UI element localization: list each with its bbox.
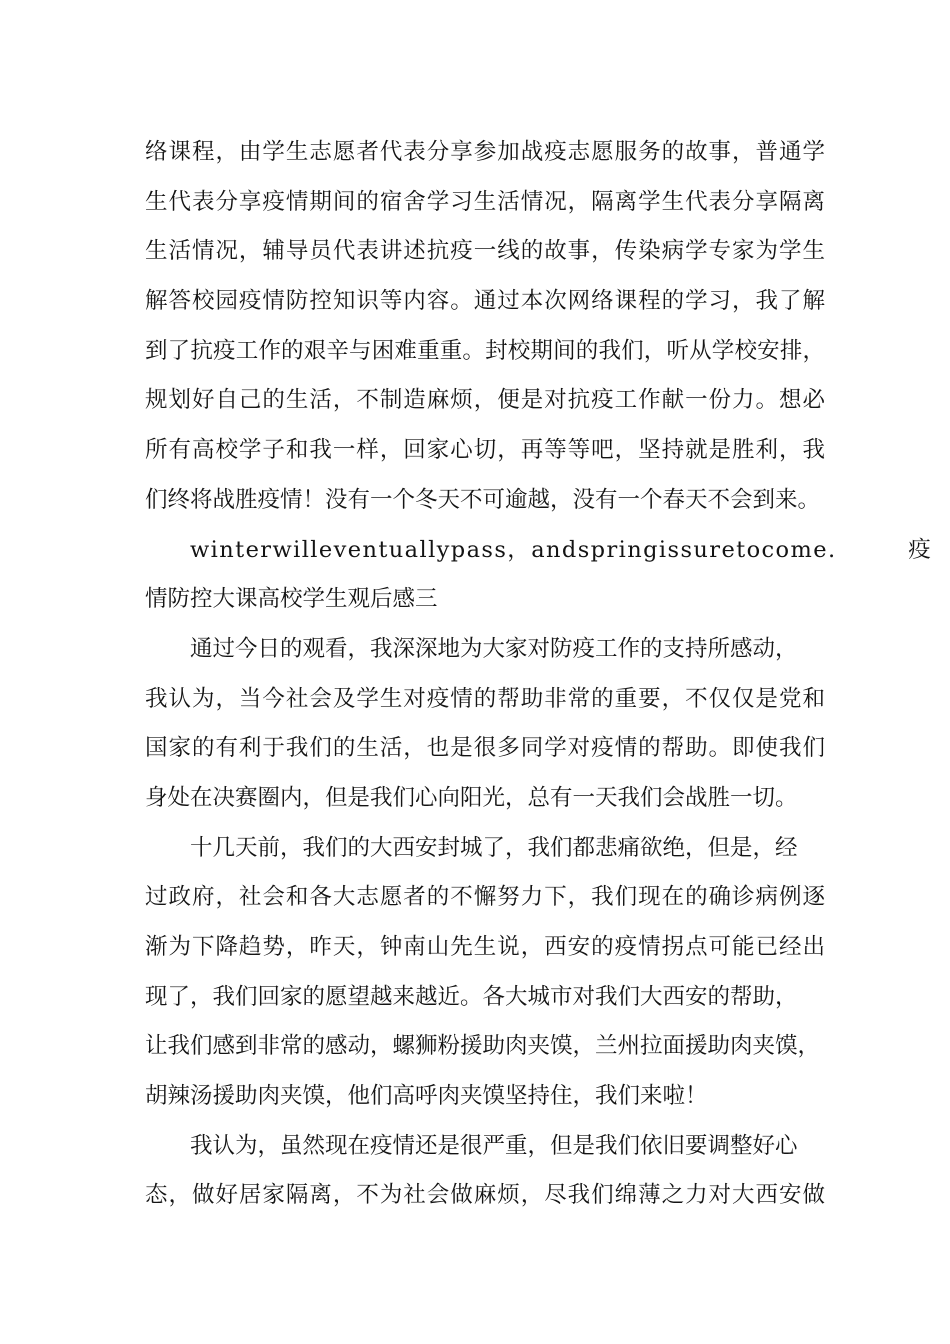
- paragraph-line: 生代表分享疫情期间的宿舍学习生活情况，隔离学生代表分享隔离: [145, 189, 825, 215]
- paragraph-line: 国家的有利于我们的生活，也是很多同学对疫情的帮助。即使我们: [145, 735, 825, 761]
- paragraph-line: 通过今日的观看，我深深地为大家对防疫工作的支持所感动，: [190, 636, 798, 662]
- paragraph-line: 十几天前，我们的大西安封城了，我们都悲痛欲绝，但是，经: [190, 835, 798, 861]
- paragraph-line: 态，做好居家隔离，不为社会做麻烦，尽我们绵薄之力对大西安做: [145, 1182, 825, 1208]
- paragraph-line: 现了，我们回家的愿望越来越近。各大城市对我们大西安的帮助，: [145, 984, 798, 1010]
- paragraph-line: 让我们感到非常的感动，螺狮粉援助肉夹馍，兰州拉面援助肉夹馍，: [145, 1033, 821, 1059]
- paragraph-line: 所有高校学子和我一样，回家心切，再等等吧，坚持就是胜利，我: [145, 437, 825, 463]
- english-quote-line: winterwilleventuallypass，andspringissuretocome. 疫: [190, 537, 933, 563]
- paragraph-line: 身处在决赛圈内，但是我们心向阳光，总有一天我们会战胜一切。: [145, 785, 798, 811]
- paragraph-line: 过政府，社会和各大志愿者的不懈努力下，我们现在的确诊病例逐: [145, 884, 825, 910]
- paragraph-line: 我认为，虽然现在疫情还是很严重，但是我们依旧要调整好心: [190, 1133, 798, 1159]
- paragraph-line: 们终将战胜疫情！没有一个冬天不可逾越，没有一个春天不会到来。: [145, 487, 821, 513]
- paragraph-line: 到了抗疫工作的艰辛与困难重重。封校期间的我们，听从学校安排，: [145, 338, 825, 364]
- paragraph-line: 解答校园疫情防控知识等内容。通过本次网络课程的学习，我了解: [145, 288, 825, 314]
- paragraph-line: 生活情况，辅导员代表讲述抗疫一线的故事，传染病学专家为学生: [145, 238, 825, 264]
- section-heading: 情防控大课高校学生观后感三: [145, 586, 438, 612]
- paragraph-line: 渐为下降趋势，昨天，钟南山先生说，西安的疫情拐点可能已经出: [145, 934, 825, 960]
- paragraph-line: 规划好自己的生活，不制造麻烦，便是对抗疫工作献一份力。想必: [145, 387, 825, 413]
- paragraph-line: 我认为，当今社会及学生对疫情的帮助非常的重要，不仅仅是党和: [145, 686, 825, 712]
- paragraph-line: 胡辣汤援助肉夹馍，他们高呼肉夹馍坚持住，我们来啦！: [145, 1083, 708, 1109]
- paragraph-line: 络课程，由学生志愿者代表分享参加战疫志愿服务的故事，普通学: [145, 139, 825, 165]
